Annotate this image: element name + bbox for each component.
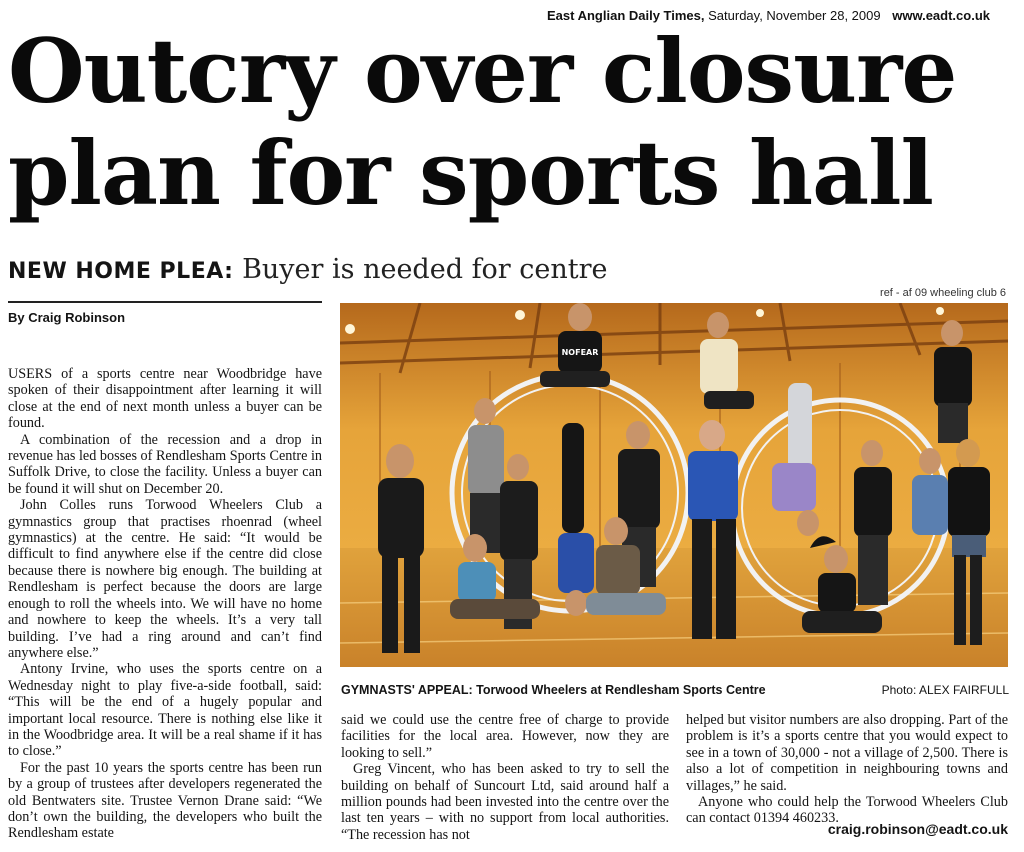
website-link[interactable]: www.eadt.co.uk xyxy=(892,8,990,23)
paragraph: Antony Irvine, who uses the sports centre on a Wednesday night to play five-a-side football, said: “This will be the end of a hugely popular and important local resource. There is nothing else like it in the Woodbridge area. It will be a real shame if it has to close.” xyxy=(8,661,322,760)
paragraph: John Colles runs Torwood Wheelers Club a gymnastics group that practises rhoenrad (wheel gymnastics) at the centre. He said: “It would be difficult to find anywhere else if the centre did close because there is nowhere big enough. The building at Rendlesham is perfect because the doors are large enough to roll the wheels into. We will have no home and nowhere to keep the wheels. It’s a very tall building. I’ve had a ring around and can’t find anywhere else.” xyxy=(8,497,322,661)
caption-text: Torwood Wheelers at Rendlesham Sports Centre xyxy=(476,683,766,697)
subhead-deck: Buyer is needed for centre xyxy=(242,254,608,285)
photo-caption xyxy=(341,683,1009,697)
paragraph: A combination of the recession and a drop in revenue has led bosses of Rendlesham Sports Centre in Suffolk Drive, to close the facility. Unless a buyer can be found it will shut on December 20. xyxy=(8,431,322,497)
photo-reference: ref - af 09 wheeling club 6 xyxy=(880,287,1006,299)
article-column-2 xyxy=(341,712,669,843)
byline: By Craig Robinson xyxy=(8,310,126,325)
paragraph: Greg Vincent, who has been asked to try to sell the building on behalf of Suncourt Ltd, said around half a million pounds had been invested into the centre over the last ten years – with no support from local authorities. “The recession has not xyxy=(341,761,669,843)
shirt-print: NOFEAR xyxy=(561,348,599,357)
article-column-3 xyxy=(686,712,1008,827)
paragraph: For the past 10 years the sports centre has been run by a group of trustees after developers regenerated the old Bentwaters site. Trustee Vernon Drane said: “We don’t own the building, the developers who built the Rendlesham estate xyxy=(8,759,322,842)
paragraph: helped but visitor numbers are also dropping. Part of the problem is it’s a sports centre that you would expect to see in a town of 30,000 - not a village of 2,500. There is also a lot of competition in neighbouring towns and villages,” he said. xyxy=(686,712,1008,794)
gym-floor xyxy=(340,548,1008,667)
author-email[interactable]: craig.robinson@eadt.co.uk xyxy=(827,821,1008,837)
article-column-1 xyxy=(8,366,322,842)
paragraph: said we could use the centre free of charge to provide facilities for the local area. However, now they are looking to sell.” xyxy=(341,712,669,761)
photo-illustration xyxy=(340,303,1008,667)
headline: Outcry over closure plan for sports hall xyxy=(8,19,957,225)
paragraph: USERS of a sports centre near Woodbridge have spoken of their disappointment after learning it will close at the end of next month unless a buyer can be found. xyxy=(8,366,322,432)
subhead-kicker: NEW HOME PLEA: xyxy=(8,259,234,284)
publication-name: East Anglian Daily Times, xyxy=(547,8,705,23)
group-photo xyxy=(340,303,1008,667)
caption-lead: GYMNASTS' APPEAL: xyxy=(341,683,473,697)
paragraph: Anyone who could help the Torwood Wheelers Club can contact 01394 460233. xyxy=(686,794,1008,827)
byline-rule xyxy=(8,301,322,303)
publication-date: Saturday, November 28, 2009 xyxy=(708,8,881,23)
subhead xyxy=(8,254,608,288)
photo-credit: Photo: ALEX FAIRFULL xyxy=(881,683,1009,697)
